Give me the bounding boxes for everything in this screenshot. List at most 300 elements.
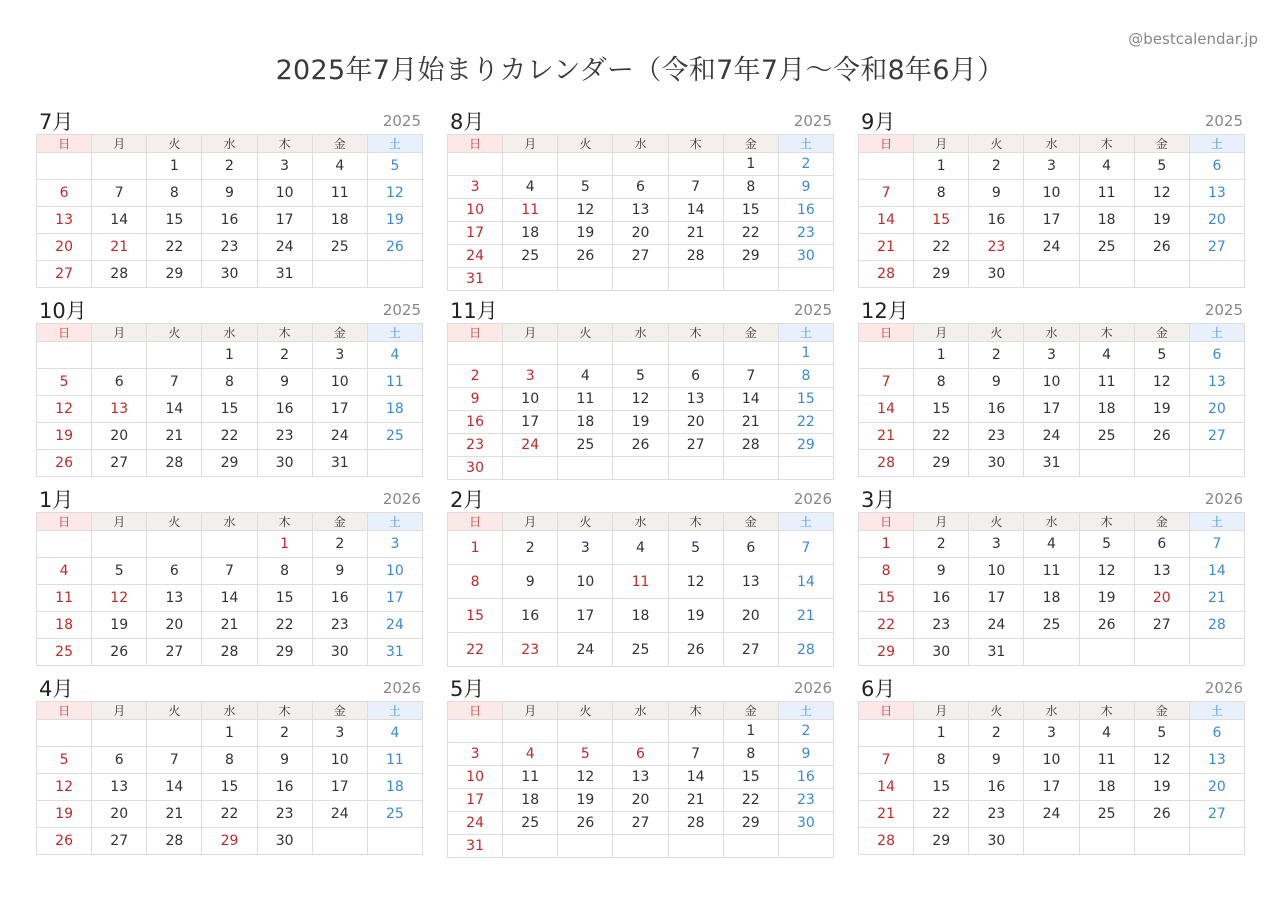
day-cell: 29 <box>723 245 778 268</box>
weekday-header: 水 <box>613 135 668 153</box>
month-table <box>858 512 1245 666</box>
month-table <box>36 701 423 855</box>
month-header <box>447 484 834 512</box>
month-year: 2026 <box>382 679 421 697</box>
weekday-header: 火 <box>558 135 613 153</box>
day-cell: 28 <box>202 639 257 666</box>
day-cell: 17 <box>257 207 312 234</box>
week-row <box>859 423 1245 450</box>
weekday-header: 金 <box>1134 702 1189 720</box>
day-cell: 30 <box>448 457 503 480</box>
day-cell: 2 <box>448 365 503 388</box>
weekday-header: 金 <box>312 135 367 153</box>
week-row <box>448 245 834 268</box>
day-cell: 8 <box>202 747 257 774</box>
weekday-header: 金 <box>723 135 778 153</box>
day-cell: 24 <box>367 612 422 639</box>
day-cell: 20 <box>613 789 668 812</box>
day-cell: 9 <box>969 369 1024 396</box>
day-cell: 17 <box>503 411 558 434</box>
weekday-header: 月 <box>92 702 147 720</box>
day-cell: 8 <box>202 369 257 396</box>
weekday-header: 木 <box>668 513 723 531</box>
day-cell: 11 <box>367 369 422 396</box>
week-row <box>859 342 1245 369</box>
week-row <box>37 153 423 180</box>
weekday-header: 日 <box>859 513 914 531</box>
month-name: 4月 <box>39 677 74 701</box>
day-cell: 29 <box>778 434 833 457</box>
day-cell: 18 <box>558 411 613 434</box>
day-cell: 12 <box>558 199 613 222</box>
week-row <box>37 369 423 396</box>
month-table <box>447 134 834 291</box>
day-cell: 17 <box>558 599 613 633</box>
site-credit: @bestcalendar.jp <box>1128 30 1258 48</box>
weekday-header: 木 <box>257 513 312 531</box>
day-cell: 19 <box>1134 207 1189 234</box>
month-year: 2026 <box>793 490 832 508</box>
day-cell: 10 <box>367 558 422 585</box>
weekday-header: 日 <box>37 135 92 153</box>
day-cell: 13 <box>37 207 92 234</box>
week-row <box>859 153 1245 180</box>
day-cell: 15 <box>202 396 257 423</box>
day-cell: 26 <box>668 633 723 667</box>
weekday-header: 日 <box>448 513 503 531</box>
day-cell: 2 <box>202 153 257 180</box>
day-cell: 29 <box>147 261 202 288</box>
week-row <box>37 342 423 369</box>
month-year: 2025 <box>1204 112 1243 130</box>
weekday-header: 水 <box>202 513 257 531</box>
day-cell: 22 <box>723 789 778 812</box>
day-cell: 15 <box>859 585 914 612</box>
weekday-header: 火 <box>969 513 1024 531</box>
empty-cell <box>1024 639 1079 666</box>
empty-cell <box>778 268 833 291</box>
day-cell: 3 <box>312 342 367 369</box>
day-cell: 2 <box>257 342 312 369</box>
weekday-header: 月 <box>914 513 969 531</box>
month-table <box>36 323 423 477</box>
empty-cell <box>1079 261 1134 288</box>
empty-cell <box>1024 261 1079 288</box>
day-cell: 21 <box>723 411 778 434</box>
day-cell: 21 <box>778 599 833 633</box>
day-cell: 4 <box>37 558 92 585</box>
day-cell: 18 <box>1079 207 1134 234</box>
day-cell: 27 <box>668 434 723 457</box>
empty-cell <box>1134 450 1189 477</box>
weekday-header: 水 <box>613 702 668 720</box>
day-cell: 24 <box>448 245 503 268</box>
weekday-header: 日 <box>37 702 92 720</box>
empty-cell <box>503 342 558 365</box>
week-row <box>37 180 423 207</box>
empty-cell <box>503 457 558 480</box>
empty-cell <box>503 720 558 743</box>
day-cell: 11 <box>1079 180 1134 207</box>
day-cell: 19 <box>37 423 92 450</box>
day-cell: 5 <box>1134 342 1189 369</box>
day-cell: 1 <box>202 342 257 369</box>
day-cell: 15 <box>202 774 257 801</box>
day-cell: 10 <box>312 747 367 774</box>
weekday-header: 月 <box>914 135 969 153</box>
weekday-header: 火 <box>558 513 613 531</box>
day-cell: 16 <box>448 411 503 434</box>
week-row <box>448 199 834 222</box>
week-row <box>37 558 423 585</box>
day-cell: 13 <box>1134 558 1189 585</box>
weekday-header: 土 <box>367 324 422 342</box>
week-row <box>859 234 1245 261</box>
month-name: 11月 <box>450 299 498 323</box>
week-row <box>37 423 423 450</box>
weekday-header: 水 <box>202 324 257 342</box>
day-cell: 22 <box>202 801 257 828</box>
weekday-header: 火 <box>147 513 202 531</box>
week-row <box>37 828 423 855</box>
day-cell: 20 <box>723 599 778 633</box>
day-cell: 25 <box>613 633 668 667</box>
month-header <box>858 484 1245 512</box>
day-cell: 26 <box>613 434 668 457</box>
empty-cell <box>558 153 613 176</box>
day-cell: 2 <box>969 153 1024 180</box>
day-cell: 18 <box>367 774 422 801</box>
day-cell: 17 <box>1024 774 1079 801</box>
day-cell: 30 <box>914 639 969 666</box>
day-cell: 17 <box>1024 207 1079 234</box>
day-cell: 2 <box>914 531 969 558</box>
calendar-grid <box>36 106 1245 862</box>
day-cell: 23 <box>257 801 312 828</box>
day-cell: 5 <box>558 176 613 199</box>
day-cell: 12 <box>37 396 92 423</box>
weekday-header: 水 <box>613 324 668 342</box>
day-cell: 25 <box>1079 234 1134 261</box>
day-cell: 17 <box>367 585 422 612</box>
day-cell: 4 <box>1079 720 1134 747</box>
day-cell: 3 <box>367 531 422 558</box>
empty-cell <box>1134 828 1189 855</box>
day-cell: 10 <box>558 565 613 599</box>
empty-cell <box>859 342 914 369</box>
day-cell: 26 <box>37 450 92 477</box>
day-cell: 10 <box>448 199 503 222</box>
day-cell: 29 <box>859 639 914 666</box>
day-cell: 25 <box>367 423 422 450</box>
weekday-header: 日 <box>37 513 92 531</box>
month-year: 2025 <box>382 112 421 130</box>
day-cell: 27 <box>92 450 147 477</box>
day-cell: 25 <box>558 434 613 457</box>
day-cell: 7 <box>859 180 914 207</box>
day-cell: 23 <box>778 789 833 812</box>
day-cell: 21 <box>859 801 914 828</box>
day-cell: 23 <box>257 423 312 450</box>
day-cell: 28 <box>1189 612 1244 639</box>
weekday-header: 水 <box>202 702 257 720</box>
day-cell: 24 <box>257 234 312 261</box>
day-cell: 16 <box>914 585 969 612</box>
day-cell: 11 <box>1079 369 1134 396</box>
day-cell: 12 <box>558 766 613 789</box>
day-cell: 1 <box>257 531 312 558</box>
day-cell: 4 <box>1024 531 1079 558</box>
day-cell: 7 <box>723 365 778 388</box>
empty-cell <box>312 261 367 288</box>
day-cell: 8 <box>914 180 969 207</box>
day-cell: 31 <box>969 639 1024 666</box>
empty-cell <box>37 531 92 558</box>
month-header <box>447 106 834 134</box>
month-calendar <box>858 106 1245 295</box>
day-cell: 13 <box>723 565 778 599</box>
weekday-header: 金 <box>312 513 367 531</box>
week-row <box>37 207 423 234</box>
empty-cell <box>1079 639 1134 666</box>
day-cell: 5 <box>37 369 92 396</box>
day-cell: 5 <box>1079 531 1134 558</box>
month-header <box>36 484 423 512</box>
weekday-header: 土 <box>367 513 422 531</box>
empty-cell <box>147 720 202 747</box>
day-cell: 22 <box>448 633 503 667</box>
empty-cell <box>1134 639 1189 666</box>
empty-cell <box>668 835 723 858</box>
day-cell: 15 <box>723 766 778 789</box>
day-cell: 31 <box>448 835 503 858</box>
month-name: 8月 <box>450 110 485 134</box>
day-cell: 29 <box>202 828 257 855</box>
weekday-header: 土 <box>1189 513 1244 531</box>
weekday-header: 日 <box>859 135 914 153</box>
weekday-header: 月 <box>914 324 969 342</box>
day-cell: 23 <box>969 423 1024 450</box>
month-calendar <box>36 673 423 862</box>
page-title: 2025年7月始まりカレンダー（令和7年7月〜令和8年6月） <box>275 55 1005 86</box>
day-cell: 1 <box>914 342 969 369</box>
day-cell: 30 <box>778 245 833 268</box>
day-cell: 1 <box>723 153 778 176</box>
week-row <box>859 774 1245 801</box>
empty-cell <box>558 457 613 480</box>
day-cell: 23 <box>202 234 257 261</box>
empty-cell <box>37 153 92 180</box>
empty-cell <box>613 835 668 858</box>
day-cell: 21 <box>147 423 202 450</box>
day-cell: 28 <box>668 812 723 835</box>
day-cell: 26 <box>92 639 147 666</box>
week-row <box>859 207 1245 234</box>
weekday-header: 木 <box>1079 513 1134 531</box>
day-cell: 28 <box>147 828 202 855</box>
week-row <box>448 411 834 434</box>
day-cell: 3 <box>558 531 613 565</box>
month-year: 2026 <box>382 490 421 508</box>
day-cell: 18 <box>1024 585 1079 612</box>
day-cell: 21 <box>668 789 723 812</box>
day-cell: 20 <box>37 234 92 261</box>
day-cell: 7 <box>859 369 914 396</box>
day-cell: 3 <box>448 743 503 766</box>
empty-cell <box>1189 261 1244 288</box>
month-name: 10月 <box>39 299 87 323</box>
day-cell: 28 <box>668 245 723 268</box>
day-cell: 30 <box>312 639 367 666</box>
day-cell: 19 <box>1134 396 1189 423</box>
day-cell: 21 <box>147 801 202 828</box>
day-cell: 30 <box>257 828 312 855</box>
day-cell: 15 <box>147 207 202 234</box>
day-cell: 19 <box>558 222 613 245</box>
month-table <box>36 512 423 666</box>
weekday-header: 火 <box>558 324 613 342</box>
weekday-header: 月 <box>914 702 969 720</box>
day-cell: 27 <box>147 639 202 666</box>
weekday-header: 月 <box>92 324 147 342</box>
day-cell: 29 <box>914 828 969 855</box>
day-cell: 17 <box>312 774 367 801</box>
month-header <box>36 673 423 701</box>
week-row <box>448 457 834 480</box>
weekday-header: 木 <box>257 324 312 342</box>
empty-cell <box>1079 828 1134 855</box>
day-cell: 24 <box>1024 234 1079 261</box>
day-cell: 5 <box>1134 153 1189 180</box>
month-header <box>447 673 834 701</box>
day-cell: 30 <box>969 450 1024 477</box>
day-cell: 19 <box>558 789 613 812</box>
day-cell: 4 <box>1079 153 1134 180</box>
month-calendar <box>447 484 834 673</box>
month-year: 2025 <box>382 301 421 319</box>
weekday-header: 土 <box>778 702 833 720</box>
day-cell: 6 <box>37 180 92 207</box>
day-cell: 26 <box>1134 801 1189 828</box>
week-row <box>859 747 1245 774</box>
week-row <box>37 720 423 747</box>
empty-cell <box>503 153 558 176</box>
week-row <box>448 720 834 743</box>
week-row <box>448 176 834 199</box>
day-cell: 15 <box>778 388 833 411</box>
empty-cell <box>668 457 723 480</box>
day-cell: 30 <box>778 812 833 835</box>
day-cell: 16 <box>312 585 367 612</box>
day-cell: 28 <box>859 828 914 855</box>
day-cell: 24 <box>448 812 503 835</box>
empty-cell <box>312 828 367 855</box>
empty-cell <box>448 153 503 176</box>
day-cell: 12 <box>668 565 723 599</box>
day-cell: 25 <box>312 234 367 261</box>
weekday-header: 日 <box>448 324 503 342</box>
day-cell: 21 <box>859 423 914 450</box>
day-cell: 30 <box>202 261 257 288</box>
day-cell: 3 <box>969 531 1024 558</box>
day-cell: 27 <box>723 633 778 667</box>
empty-cell <box>558 835 613 858</box>
month-calendar <box>36 295 423 484</box>
weekday-header: 金 <box>723 513 778 531</box>
day-cell: 14 <box>147 774 202 801</box>
empty-cell <box>723 268 778 291</box>
empty-cell <box>668 342 723 365</box>
day-cell: 23 <box>969 801 1024 828</box>
day-cell: 6 <box>147 558 202 585</box>
week-row <box>37 612 423 639</box>
day-cell: 28 <box>723 434 778 457</box>
day-cell: 6 <box>92 369 147 396</box>
day-cell: 20 <box>92 801 147 828</box>
day-cell: 25 <box>1079 801 1134 828</box>
empty-cell <box>613 153 668 176</box>
week-row <box>448 268 834 291</box>
day-cell: 6 <box>613 743 668 766</box>
day-cell: 7 <box>202 558 257 585</box>
day-cell: 4 <box>558 365 613 388</box>
day-cell: 12 <box>92 585 147 612</box>
week-row <box>859 396 1245 423</box>
day-cell: 7 <box>147 369 202 396</box>
day-cell: 26 <box>1079 612 1134 639</box>
week-row <box>448 434 834 457</box>
week-row <box>859 261 1245 288</box>
day-cell: 16 <box>969 207 1024 234</box>
day-cell: 2 <box>778 720 833 743</box>
day-cell: 30 <box>969 828 1024 855</box>
day-cell: 9 <box>257 747 312 774</box>
day-cell: 14 <box>92 207 147 234</box>
day-cell: 10 <box>257 180 312 207</box>
weekday-header: 月 <box>503 324 558 342</box>
day-cell: 20 <box>1189 774 1244 801</box>
day-cell: 26 <box>1134 423 1189 450</box>
day-cell: 13 <box>1189 180 1244 207</box>
empty-cell <box>92 153 147 180</box>
month-calendar <box>36 484 423 673</box>
day-cell: 7 <box>147 747 202 774</box>
day-cell: 4 <box>367 342 422 369</box>
week-row <box>448 222 834 245</box>
empty-cell <box>668 720 723 743</box>
day-cell: 8 <box>147 180 202 207</box>
day-cell: 8 <box>914 747 969 774</box>
day-cell: 20 <box>1189 396 1244 423</box>
month-calendar <box>858 673 1245 862</box>
week-row <box>448 531 834 565</box>
day-cell: 22 <box>723 222 778 245</box>
day-cell: 14 <box>859 396 914 423</box>
day-cell: 2 <box>969 342 1024 369</box>
empty-cell <box>37 342 92 369</box>
day-cell: 31 <box>257 261 312 288</box>
weekday-header: 木 <box>668 702 723 720</box>
day-cell: 12 <box>37 774 92 801</box>
day-cell: 9 <box>257 369 312 396</box>
day-cell: 27 <box>613 812 668 835</box>
week-row <box>859 180 1245 207</box>
day-cell: 8 <box>914 369 969 396</box>
day-cell: 3 <box>503 365 558 388</box>
day-cell: 17 <box>448 222 503 245</box>
day-cell: 17 <box>969 585 1024 612</box>
week-row <box>859 450 1245 477</box>
